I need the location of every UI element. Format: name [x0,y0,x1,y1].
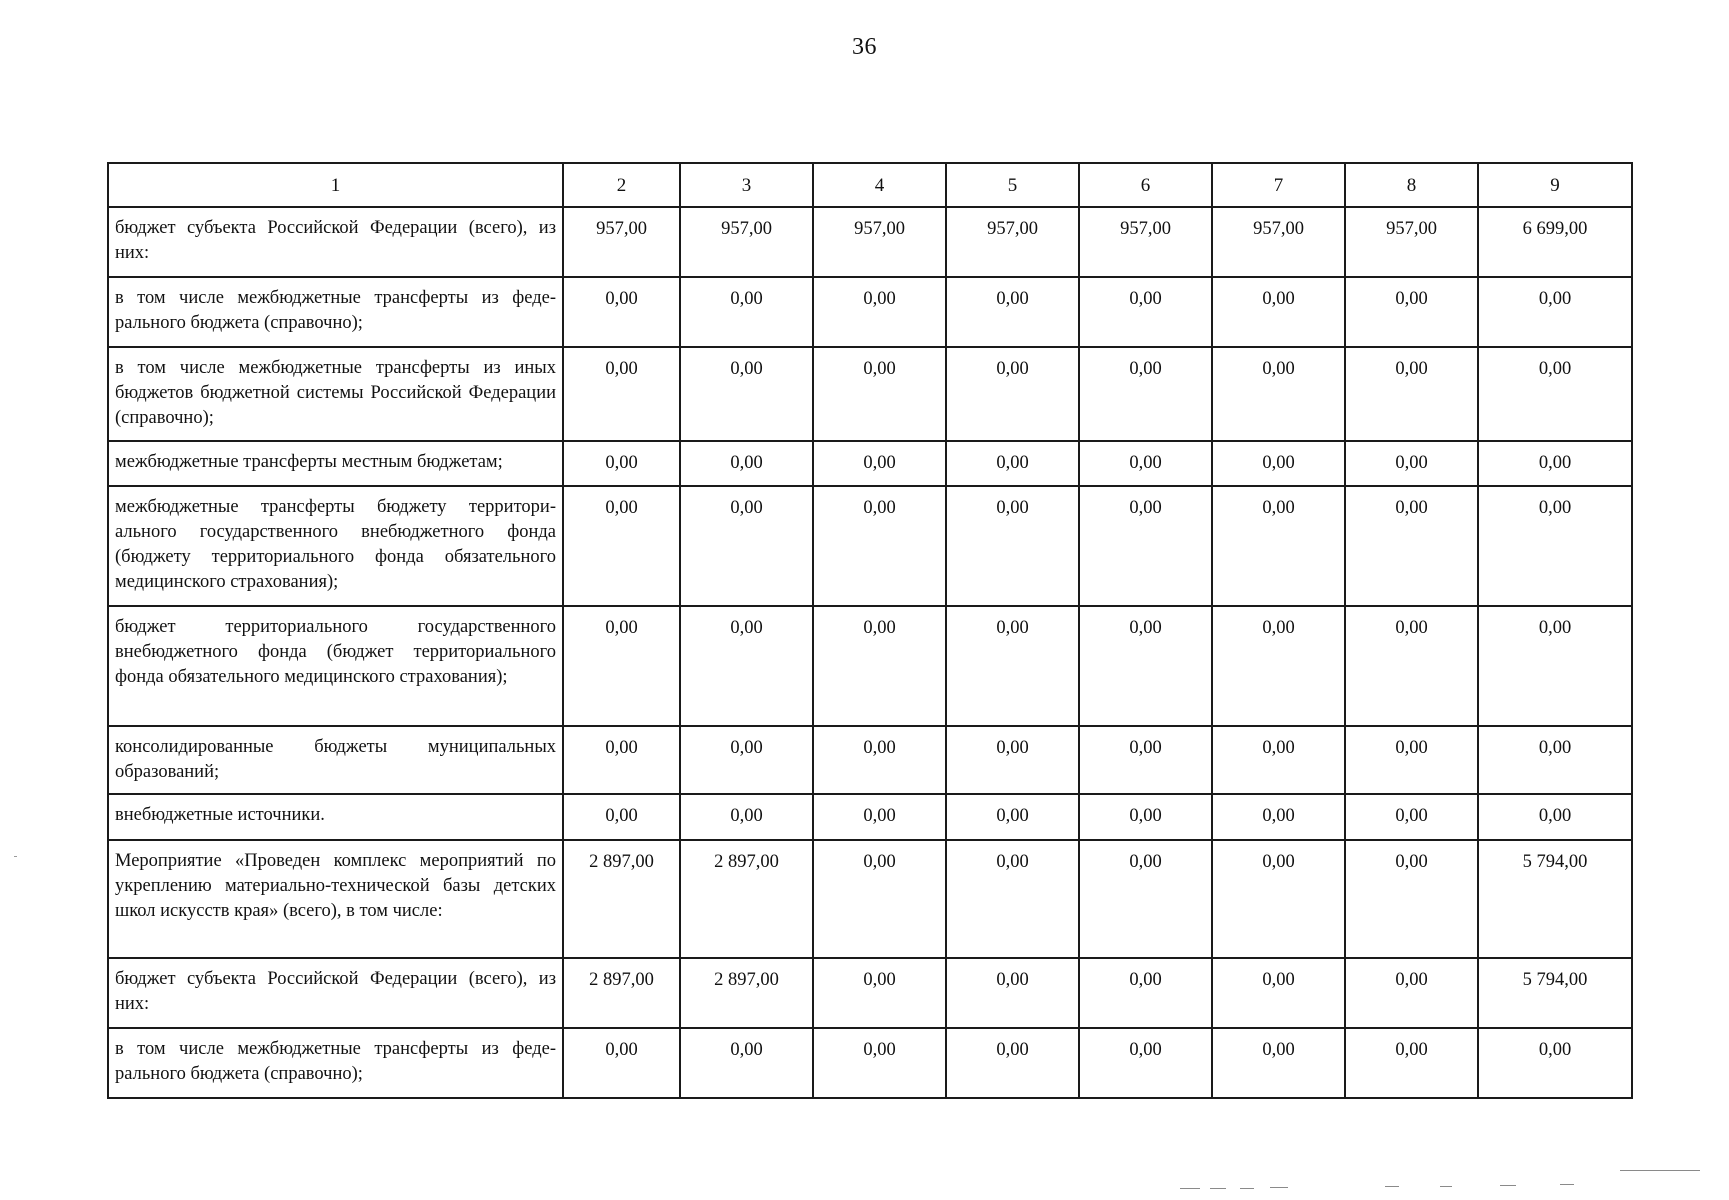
table-cell: 0,00 [1212,606,1345,726]
row-label: бюджет субъекта Российской Федерации (всего), из них: [108,958,563,1028]
table-cell: 5 794,00 [1478,840,1632,958]
table-cell: 0,00 [1079,726,1212,794]
table-cell: 957,00 [1212,207,1345,277]
column-header: 2 [563,163,680,207]
table-cell: 957,00 [1079,207,1212,277]
table-cell: 2 897,00 [563,840,680,958]
row-label: внебюджетные источники. [108,794,563,840]
table-cell: 0,00 [1478,347,1632,441]
table-cell: 0,00 [946,347,1079,441]
table-cell: 0,00 [1212,277,1345,347]
table-cell: 0,00 [1478,441,1632,486]
table-cell: 0,00 [1079,840,1212,958]
table-cell: 0,00 [1345,277,1478,347]
table-cell: 0,00 [813,794,946,840]
table-cell: 0,00 [946,958,1079,1028]
table-row [108,277,1632,347]
scan-artifact-line [1500,1185,1516,1186]
row-label: в том числе межбюджетные трансферты из иных бюджетов бюджетной системы Российской Федерации (справочно); [108,347,563,441]
table-cell: 0,00 [680,606,813,726]
table-cell: 0,00 [946,486,1079,606]
row-label: бюджет субъекта Российской Федерации (всего), из них: [108,207,563,277]
table-cell: 0,00 [813,486,946,606]
table-cell: 0,00 [1212,794,1345,840]
table-row [108,840,1632,958]
column-header: 3 [680,163,813,207]
table-cell: 0,00 [1079,347,1212,441]
column-header: 4 [813,163,946,207]
table-cell: 2 897,00 [680,840,813,958]
scan-artifact-line [1620,1170,1700,1171]
table-cell: 0,00 [1212,726,1345,794]
table-cell: 2 897,00 [563,958,680,1028]
table-cell: 0,00 [563,794,680,840]
table-cell: 0,00 [813,958,946,1028]
table-cell: 0,00 [1212,347,1345,441]
scan-artifact-line [1240,1188,1254,1189]
table-row [108,958,1632,1028]
table-cell: 0,00 [563,441,680,486]
table-cell: 0,00 [813,277,946,347]
table-cell: 6 699,00 [1478,207,1632,277]
table-cell: 0,00 [946,794,1079,840]
table-cell: 0,00 [1345,486,1478,606]
table-cell: 0,00 [563,726,680,794]
column-header: 8 [1345,163,1478,207]
table-cell: 0,00 [1478,606,1632,726]
table-cell: 0,00 [1212,1028,1345,1098]
table-cell: 0,00 [813,347,946,441]
table-cell: 0,00 [946,840,1079,958]
scan-artifact-line [1180,1188,1200,1189]
table-cell: 0,00 [1478,794,1632,840]
scan-artifact-line [1440,1186,1452,1187]
table-cell: 0,00 [1345,794,1478,840]
table-cell: 0,00 [1212,840,1345,958]
table-cell: 0,00 [563,277,680,347]
table-row [108,441,1632,486]
table-cell: 0,00 [1079,794,1212,840]
table-row [108,794,1632,840]
table-cell: 0,00 [1079,1028,1212,1098]
column-header: 1 [108,163,563,207]
table-cell: 0,00 [1345,347,1478,441]
table-row [108,606,1632,726]
table-cell: 0,00 [1345,1028,1478,1098]
table-cell: 0,00 [1345,840,1478,958]
table-cell: 0,00 [1079,486,1212,606]
row-label: в том числе межбюджетные трансферты из федерального бюджета (справочно); [108,277,563,347]
scan-artifact-line [1560,1184,1574,1185]
column-header: 9 [1478,163,1632,207]
table-cell: 0,00 [1212,486,1345,606]
table-cell: 0,00 [1345,606,1478,726]
table-cell: 0,00 [563,1028,680,1098]
row-label: межбюджетные трансферты местным бюджетам; [108,441,563,486]
row-label: межбюджетные трансферты бюджету территориального государственного внебюджетного фонда (бюджету территориального фонда обязательного медицинского страхования); [108,486,563,606]
table-row [108,726,1632,794]
page-number: 36 [852,34,877,60]
table-row [108,207,1632,277]
column-header: 7 [1212,163,1345,207]
table-cell: 0,00 [946,1028,1079,1098]
scan-artifact-line [1385,1186,1399,1187]
table-cell: 0,00 [1478,277,1632,347]
table-row [108,486,1632,606]
table-cell: 0,00 [813,1028,946,1098]
table-cell: 0,00 [813,726,946,794]
table-cell: 0,00 [813,840,946,958]
table-cell: 0,00 [563,606,680,726]
table-cell: 0,00 [1079,277,1212,347]
table-cell: 0,00 [1478,1028,1632,1098]
table-cell: 0,00 [1079,441,1212,486]
table-cell: 957,00 [946,207,1079,277]
table-cell: 0,00 [813,606,946,726]
table-cell: 0,00 [1079,958,1212,1028]
column-header: 6 [1079,163,1212,207]
table-cell: 0,00 [1212,958,1345,1028]
table-cell: 0,00 [563,486,680,606]
table-cell: 0,00 [813,441,946,486]
table-row [108,347,1632,441]
table-cell: 0,00 [1212,441,1345,486]
table-cell: 0,00 [1345,726,1478,794]
scan-artifact-dot [14,856,17,857]
table-cell: 2 897,00 [680,958,813,1028]
table-cell: 0,00 [1079,606,1212,726]
table-cell: 0,00 [1345,441,1478,486]
budget-table [107,162,1633,1099]
table-cell: 957,00 [1345,207,1478,277]
table-cell: 0,00 [680,347,813,441]
table-cell: 0,00 [1478,486,1632,606]
table-cell: 0,00 [680,441,813,486]
table-row [108,1028,1632,1098]
table-cell: 0,00 [946,441,1079,486]
table-cell: 5 794,00 [1478,958,1632,1028]
table-cell: 957,00 [680,207,813,277]
table-cell: 0,00 [1345,958,1478,1028]
table-cell: 0,00 [680,277,813,347]
row-label: консолидированные бюджеты муниципальных образований; [108,726,563,794]
table-cell: 0,00 [563,347,680,441]
table-cell: 0,00 [1478,726,1632,794]
table-cell: 0,00 [680,486,813,606]
table-cell: 957,00 [563,207,680,277]
column-header: 5 [946,163,1079,207]
row-label: бюджет территориального государственного внебюджетного фонда (бюджет территориального фонда обязательного медицинского страхования); [108,606,563,726]
table-cell: 0,00 [946,606,1079,726]
table-cell: 0,00 [946,726,1079,794]
scan-artifact-line [1270,1187,1288,1188]
row-label: Мероприятие «Проведен комплекс мероприятий по укреплению материально-технической базы детских школ искусств края» (всего), в том числе: [108,840,563,958]
table-cell: 957,00 [813,207,946,277]
table-cell: 0,00 [680,726,813,794]
table-cell: 0,00 [946,277,1079,347]
table-cell: 0,00 [680,794,813,840]
table-cell: 0,00 [680,1028,813,1098]
row-label: в том числе межбюджетные трансферты из федерального бюджета (справочно); [108,1028,563,1098]
scan-artifact-line [1210,1188,1226,1189]
header-row [108,163,1632,207]
